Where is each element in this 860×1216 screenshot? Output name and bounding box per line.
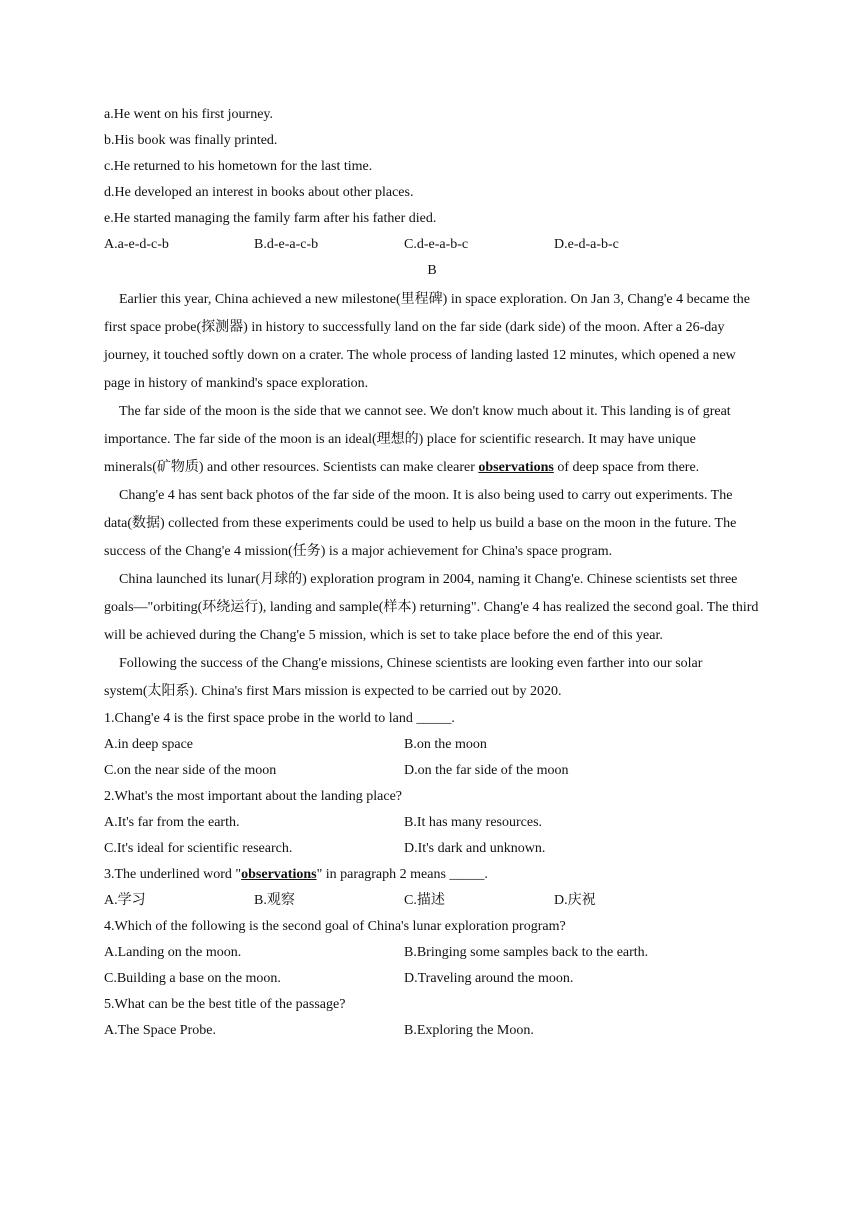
option-row — [104, 888, 760, 914]
sequence-option-b: B.d-e-a-c-b — [254, 237, 319, 252]
option-row — [104, 940, 760, 966]
sequence-options — [104, 232, 760, 258]
question-stem: 4.Which of the following is the second goal of China's lunar exploration program? — [104, 919, 566, 934]
option-b: B.观察 — [254, 893, 295, 908]
section-label: B — [427, 263, 437, 278]
paragraph-2-text-after: of deep space from there. — [553, 460, 700, 475]
sequence-item: b.His book was finally printed. — [104, 133, 278, 148]
option-a: A.学习 — [104, 893, 146, 908]
option-a: A.The Space Probe. — [104, 1023, 216, 1038]
stem-text-before: 3.The underlined word " — [104, 867, 242, 882]
question-stem: 1.Chang'e 4 is the first space probe in the world to land _____. — [104, 711, 455, 726]
question-stem: 2.What's the most important about the landing place? — [104, 789, 402, 804]
underlined-keyword: observations — [478, 460, 554, 475]
sequence-item: c.He returned to his hometown for the last time. — [104, 159, 373, 174]
option-d: D.Traveling around the moon. — [404, 971, 574, 986]
option-b: B.It has many resources. — [404, 815, 543, 830]
document-content — [104, 102, 760, 1044]
option-row — [104, 966, 760, 992]
question-stem — [104, 862, 760, 888]
paragraph-2-text-before: The far side of the moon is the side that we cannot see. We don't know much about it. This landing is of great importance. The far side of the moon is an ideal(理想的) place for scientific research. It may have unique minerals(矿物质) and other resources. Scientists can make clearer — [104, 404, 731, 475]
option-d: D.It's dark and unknown. — [404, 841, 546, 856]
option-c: C.on the near side of the moon — [104, 763, 277, 778]
option-c: C.It's ideal for scientific research. — [104, 841, 293, 856]
option-row — [104, 836, 760, 862]
sequence-item: a.He went on his first journey. — [104, 107, 273, 122]
option-c: C.Building a base on the moon. — [104, 971, 281, 986]
question-5 — [104, 992, 760, 1044]
option-a: A.in deep space — [104, 737, 194, 752]
option-b: B.Exploring the Moon. — [404, 1023, 534, 1038]
passage-paragraph-5: Following the success of the Chang'e missions, Chinese scientists are looking even farther into our solar system(太阳系). China's first Mars mission is expected to be carried out by 2020. — [104, 656, 703, 699]
option-a: A.Landing on the moon. — [104, 945, 242, 960]
sequence-item: d.He developed an interest in books about other places. — [104, 185, 414, 200]
passage-paragraph-1: Earlier this year, China achieved a new milestone(里程碑) in space exploration. On Jan 3, Chang'e 4 became the first space probe(探测器) in history to successfully land on the far side (dark side) of the moon. After a 26-day journey, it touched softly down on a crater. The whole process of landing lasted 12 minutes, which opened a new page in history of mankind's space exploration. — [104, 292, 750, 391]
option-c: C.描述 — [404, 893, 445, 908]
option-d: D.on the far side of the moon — [404, 763, 569, 778]
passage-paragraph-3: Chang'e 4 has sent back photos of the far side of the moon. It is also being used to carry out experiments. The data(数据) collected from these experiments could be used to help us build a base on the moon in the future. The success of the Chang'e 4 mission(任务) is a major achievement for China's space program. — [104, 488, 737, 559]
option-d: D.庆祝 — [554, 893, 596, 908]
sequence-item: e.He started managing the family farm after his father died. — [104, 211, 437, 226]
option-row — [104, 1018, 760, 1044]
option-b: B.on the moon — [404, 737, 487, 752]
stem-text-after: " in paragraph 2 means _____. — [316, 867, 488, 882]
reading-passage — [104, 286, 760, 706]
question-2 — [104, 784, 760, 862]
passage-paragraph-2 — [104, 398, 760, 482]
option-row — [104, 810, 760, 836]
question-1 — [104, 706, 760, 784]
option-row — [104, 732, 760, 758]
option-a: A.It's far from the earth. — [104, 815, 240, 830]
sequence-option-c: C.d-e-a-b-c — [404, 237, 469, 252]
underlined-keyword: observations — [241, 867, 317, 882]
question-4 — [104, 914, 760, 992]
question-3 — [104, 862, 760, 914]
sequence-option-a: A.a-e-d-c-b — [104, 237, 169, 252]
option-row — [104, 758, 760, 784]
option-b: B.Bringing some samples back to the earth. — [404, 945, 649, 960]
sequence-items — [104, 102, 760, 232]
passage-paragraph-4: China launched its lunar(月球的) exploration program in 2004, naming it Chang'e. Chinese scientists set three goals—"orbiting(环绕运行), landing and sample(样本) returning". Chang'e 4 has realized the second goal. The third will be achieved during the Chang'e 5 mission, which is set to take place before the end of this year. — [104, 572, 759, 643]
question-stem: 5.What can be the best title of the passage? — [104, 997, 346, 1012]
sequence-option-d: D.e-d-a-b-c — [554, 237, 619, 252]
